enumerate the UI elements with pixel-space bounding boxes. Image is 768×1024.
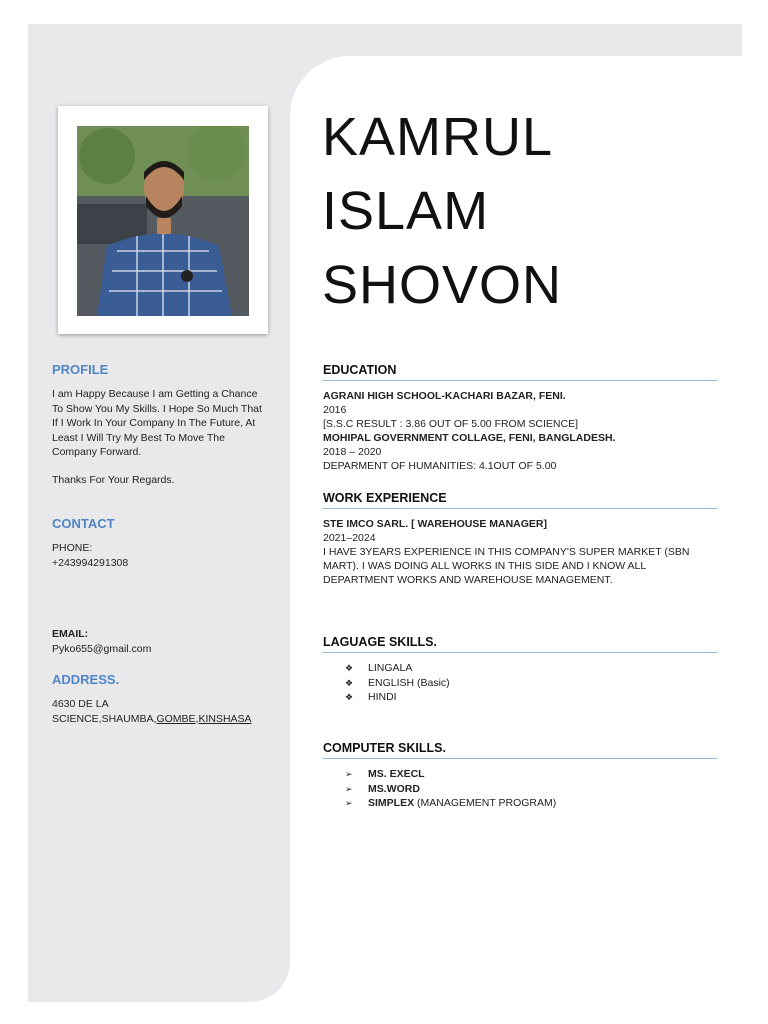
diamond-bullet-icon: ❖ [345, 692, 354, 702]
email-value: Pyko655@gmail.com [52, 642, 152, 655]
arrow-bullet-icon: ➢ [345, 783, 353, 794]
address-line2-part1: SCIENCE,SHAUMBA, [52, 712, 157, 725]
address-section [52, 672, 282, 726]
name-line-last: SHOVON [322, 255, 563, 315]
profile-photo-frame [58, 106, 268, 334]
profile-heading: PROFILE [52, 362, 109, 377]
language-section [323, 635, 717, 705]
education-heading: EDUCATION [323, 363, 717, 381]
contact-heading: CONTACT [52, 516, 115, 531]
email-block [52, 627, 270, 656]
arrow-bullet-icon: ➢ [345, 769, 353, 779]
education-result-1: [S.S.C RESULT : 3.86 OUT OF 5.00 FROM SCIENCE] [323, 418, 578, 430]
diamond-bullet-icon: ❖ [345, 663, 354, 673]
list-item: ❖ ENGLISH (Basic) [345, 676, 450, 689]
profile-section [52, 362, 270, 487]
email-label: EMAIL: [52, 628, 89, 640]
education-year-1: 2016 [323, 404, 347, 416]
education-result-2: DEPARMENT OF HUMANITIES: 4.1OUT OF 5.00 [323, 460, 557, 472]
language-list [323, 661, 717, 705]
name-line-middle: ISLAM [322, 181, 490, 241]
phone-label: PHONE: [52, 542, 93, 554]
education-year-2: 2018 – 2020 [323, 446, 382, 458]
address-line2 [52, 712, 282, 727]
list-item: ❖ HINDI [345, 691, 397, 703]
work-heading: WORK EXPERIENCE [323, 491, 717, 509]
top-band [120, 24, 742, 56]
address-heading: ADDRESS. [52, 672, 120, 687]
work-section [323, 491, 717, 587]
profile-thanks: Thanks For Your Regards. [52, 473, 175, 486]
arrow-bullet-icon: ➢ [345, 798, 353, 808]
phone-value: +243994291308 [52, 556, 129, 569]
work-description: I HAVE 3YEARS EXPERIENCE IN THIS COMPANY'S SUPER MARKET (SBN MART). I WAS DOING ALL WORKS IN THIS SIDE AND I KNOW ALL DEPARTMENT WORKS AND WAREHOUSE MANAGEMENT. [323, 546, 690, 586]
computer-heading: COMPUTER SKILLS. [323, 741, 717, 759]
work-title: STE IMCO SARL. [ WAREHOUSE MANAGER] [323, 518, 548, 530]
education-school-2: MOHIPAL GOVERNMENT COLLAGE, FENI, BANGLADESH. [323, 432, 616, 444]
profile-text: I am Happy Because I am Getting a Chance To Show You My Skills. I Hope So Much That If I Work In Your Company In The Future, At Least I Will Try My Best To Move The Company Forward. [52, 388, 262, 458]
education-school-1: AGRANI HIGH SCHOOL-KACHARI BAZAR, FENI. [323, 390, 566, 402]
contact-section [52, 516, 270, 570]
language-heading: LAGUAGE SKILLS. [323, 635, 717, 653]
education-section [323, 363, 717, 473]
profile-photo [77, 126, 249, 316]
computer-section [323, 741, 717, 811]
computer-list [323, 767, 717, 811]
address-line1: 4630 DE LA [52, 698, 109, 710]
address-line2-part2: GOMBE,KINSHASA [156, 712, 252, 725]
work-years: 2021–2024 [323, 532, 376, 544]
list-item: ❖ LINGALA [345, 662, 413, 674]
list-item: ➢ MS. EXECL [345, 768, 425, 780]
diamond-bullet-icon: ❖ [345, 677, 354, 688]
name-line-first: KAMRUL [322, 107, 554, 167]
list-item: ➢ MS.WORD [345, 782, 420, 795]
list-item: ➢ SIMPLEX (MANAGEMENT PROGRAM) [345, 797, 557, 809]
candidate-name [322, 100, 562, 322]
